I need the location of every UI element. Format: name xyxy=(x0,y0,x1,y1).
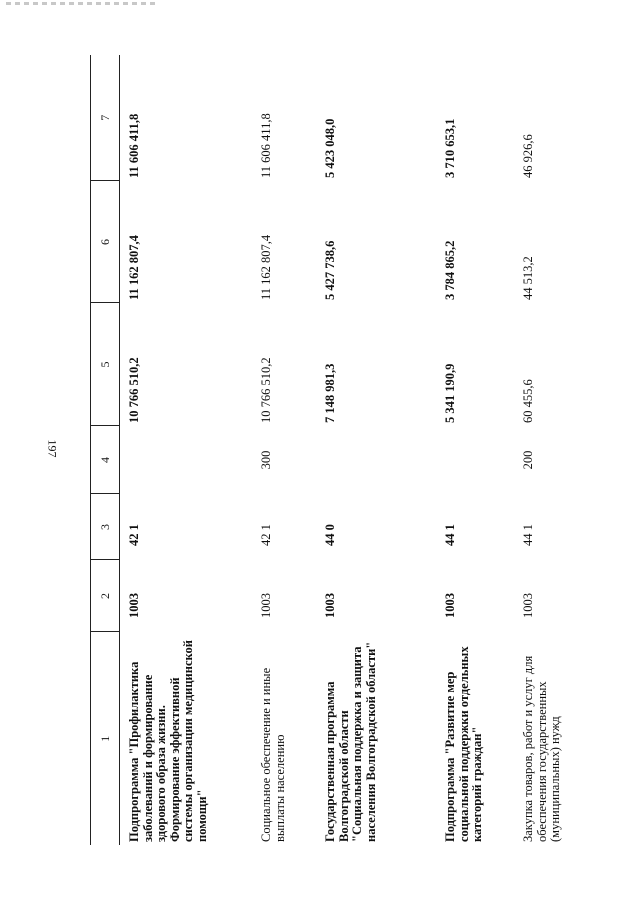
row-name: Подпрограмма "Развитие мер социальной поддержки отдельных категорий граждан" xyxy=(443,646,484,842)
expense-type-code xyxy=(436,426,514,494)
column-header: 4 xyxy=(91,426,120,494)
column-header: 6 xyxy=(91,181,120,303)
program-code: 44 1 xyxy=(521,524,535,546)
amount-year1: 60 455,6 xyxy=(521,379,535,423)
section-code: 1003 xyxy=(323,593,337,618)
amount-year3: 3 710 653,1 xyxy=(443,118,457,178)
column-header: 5 xyxy=(91,303,120,426)
table-row xyxy=(252,55,316,845)
program-code: 44 0 xyxy=(323,524,337,546)
row-name: Государственная программа Волгоградской области "Социальная поддержка и защита населения Волгоградской области" xyxy=(323,641,378,842)
column-header: 1 xyxy=(91,632,120,845)
amount-year1: 7 148 981,3 xyxy=(323,363,337,423)
amount-year1: 10 766 510,2 xyxy=(259,357,273,423)
amount-year3: 11 606 411,8 xyxy=(127,113,141,178)
table-row xyxy=(120,55,253,845)
budget-table xyxy=(90,55,586,845)
amount-year1: 5 341 190,9 xyxy=(443,363,457,423)
amount-year3: 11 606 411,8 xyxy=(259,113,273,178)
row-name: Подпрограмма "Профилактика заболеваний и формирование здорового образа жизни. Формирование эффективной системы организации медицинской помощи" xyxy=(127,640,209,842)
expense-type-code: 300 xyxy=(259,450,273,470)
column-header: 2 xyxy=(91,560,120,632)
expense-type-code: 200 xyxy=(521,450,535,470)
program-code: 42 1 xyxy=(127,524,141,546)
section-code: 1003 xyxy=(259,593,273,618)
scan-artifact xyxy=(6,2,156,5)
expense-type-code xyxy=(120,426,253,494)
row-name: Социальное обеспечение и иные выплаты населению xyxy=(259,667,287,842)
program-code: 42 1 xyxy=(259,524,273,546)
section-code: 1003 xyxy=(127,593,141,618)
amount-year2: 3 784 865,2 xyxy=(443,240,457,300)
amount-year2: 11 162 807,4 xyxy=(259,234,273,300)
rotated-page-content xyxy=(90,55,630,845)
expense-type-code xyxy=(316,426,436,494)
table-row xyxy=(316,55,436,845)
program-code: 44 1 xyxy=(443,524,457,546)
amount-year3: 5 423 048,0 xyxy=(323,118,337,178)
amount-year1: 10 766 510,2 xyxy=(127,357,141,423)
page-number: 197 xyxy=(45,439,60,458)
amount-year3: 46 926,6 xyxy=(521,134,535,178)
table-header-row xyxy=(91,55,120,845)
table-row xyxy=(436,55,514,845)
amount-year2: 44 513,2 xyxy=(521,256,535,300)
column-header: 7 xyxy=(91,55,120,181)
table-row xyxy=(514,55,586,845)
amount-year2: 11 162 807,4 xyxy=(127,235,141,300)
section-code: 1003 xyxy=(521,593,535,618)
column-header: 3 xyxy=(91,494,120,560)
amount-year2: 5 427 738,6 xyxy=(323,240,337,300)
section-code: 1003 xyxy=(443,593,457,618)
row-name: Закупка товаров, работ и услуг для обеспечения государственных (муниципальных) нужд xyxy=(521,655,562,842)
